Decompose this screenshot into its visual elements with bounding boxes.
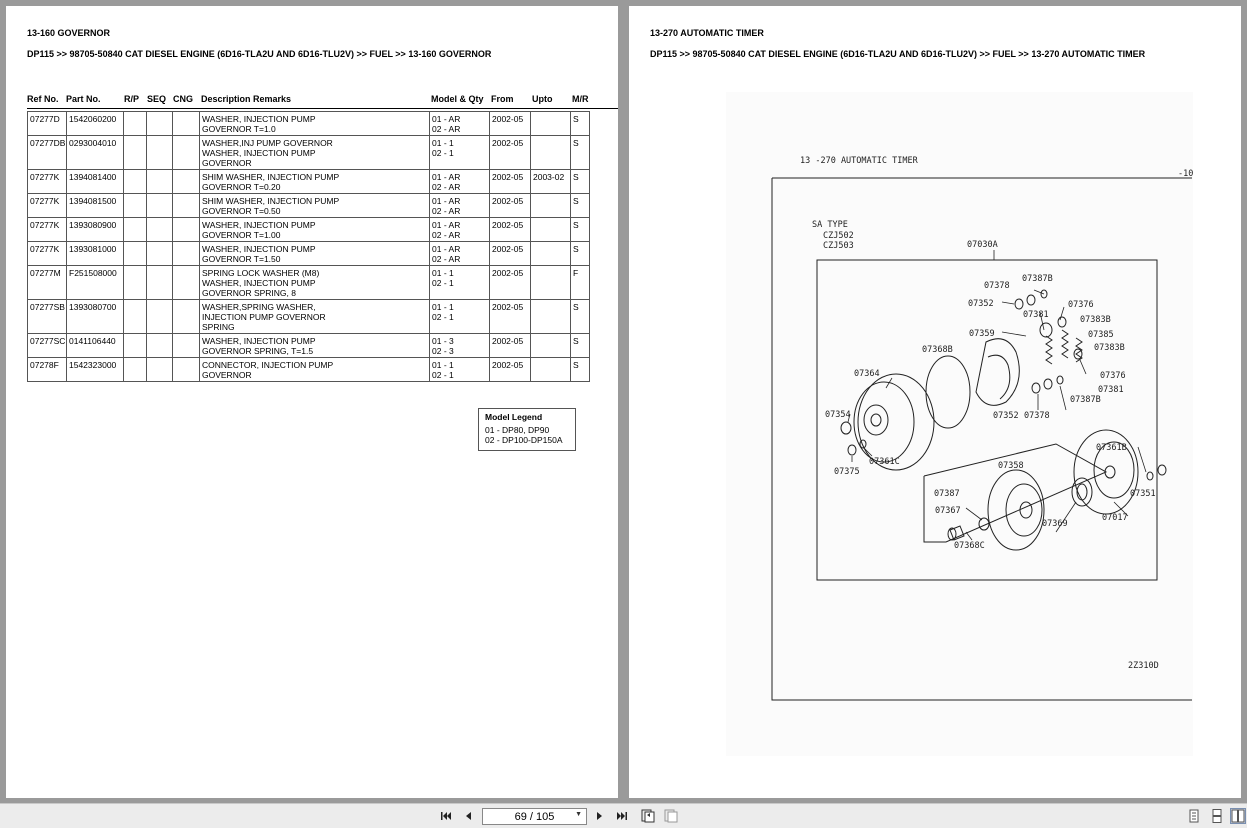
description-cell: WASHER,SPRING WASHER, INJECTION PUMP GOVERNOR SPRING [200, 300, 430, 334]
model-qty-cell: 01 - AR 02 - AR [430, 218, 490, 242]
leader-line [966, 532, 972, 540]
part-no-cell: 1394081500 [67, 194, 124, 218]
washer [1058, 317, 1066, 327]
upto-cell [531, 266, 571, 300]
leader-lines [848, 250, 1146, 540]
leader-line [1138, 447, 1146, 472]
cng-cell [173, 358, 200, 382]
ref-no-cell: 07277M [28, 266, 67, 300]
legend-item: 02 - DP100-DP150A [485, 435, 563, 445]
from-cell: 2002-05 [490, 170, 531, 194]
table-row [28, 170, 590, 194]
callout-label: 07369 [1042, 519, 1068, 529]
bolt-07354 [841, 422, 851, 434]
callout-label: 07381 [1023, 310, 1049, 320]
col-upto: Upto [532, 94, 553, 104]
rp-cell [124, 300, 147, 334]
last-page-icon[interactable] [614, 808, 630, 824]
part-no-cell: 1393081000 [67, 242, 124, 266]
part-no-cell: 1542323000 [67, 358, 124, 382]
col-description: Description Remarks [201, 94, 292, 104]
from-cell: 2002-05 [490, 242, 531, 266]
description-cell: WASHER, INJECTION PUMP GOVERNOR T=1.0 [200, 112, 430, 136]
type-code: CZJ503 [823, 241, 854, 251]
description-cell: WASHER,INJ PUMP GOVERNOR WASHER, INJECTION PUMP GOVERNOR [200, 136, 430, 170]
callout-label: 07376 [1068, 300, 1094, 310]
page-title: 13-160 GOVERNOR [27, 28, 111, 38]
flange-07358-hub [1020, 502, 1032, 518]
part-no-cell: 0293004010 [67, 136, 124, 170]
col-ref-no: Ref No. [27, 94, 59, 104]
seq-cell [147, 334, 173, 358]
model-qty-cell: 01 - AR 02 - AR [430, 194, 490, 218]
callout-label: 07387 [934, 489, 960, 499]
model-qty-cell: 01 - 1 02 - 1 [430, 136, 490, 170]
flange-07358-inner [1006, 484, 1042, 536]
callout-label: 07354 [825, 410, 851, 420]
upto-cell: 2003-02 [531, 170, 571, 194]
from-cell: 2002-05 [490, 300, 531, 334]
leader-line [1080, 360, 1086, 374]
mr-cell: S [571, 358, 590, 382]
rp-cell [124, 170, 147, 194]
part-no-cell: 1542060200 [67, 112, 124, 136]
seq-cell [147, 242, 173, 266]
upto-cell [531, 358, 571, 382]
seq-cell [147, 266, 173, 300]
outer-frame [772, 178, 1192, 700]
mr-cell: S [571, 112, 590, 136]
timer-housing [858, 374, 934, 470]
callout-label: 07383B [1080, 315, 1111, 325]
cng-cell [173, 266, 200, 300]
plate-07368B [926, 356, 970, 428]
mr-cell: S [571, 218, 590, 242]
page-number-input[interactable] [482, 808, 587, 825]
table-row [28, 242, 590, 266]
description-cell: SPRING LOCK WASHER (M8) WASHER, INJECTION PUMP GOVERNOR SPRING, 8 [200, 266, 430, 300]
upto-cell [531, 334, 571, 358]
table-row [28, 218, 590, 242]
washer [1057, 376, 1063, 384]
legend-item: 01 - DP80, DP90 [485, 425, 550, 435]
table-row [28, 266, 590, 300]
model-qty-cell: 01 - 1 02 - 1 [430, 358, 490, 382]
callout-label: 07358 [998, 461, 1024, 471]
cng-cell [173, 136, 200, 170]
callout-label: 07361C [869, 457, 900, 467]
leader-line [1060, 307, 1064, 320]
from-cell: 2002-05 [490, 112, 531, 136]
cng-cell [173, 170, 200, 194]
upto-cell [531, 112, 571, 136]
col-rp: R/P [124, 94, 140, 104]
chevron-down-icon[interactable]: ▼ [575, 811, 582, 818]
ref-no-cell: 07277DB [28, 136, 67, 170]
rp-cell [124, 242, 147, 266]
cng-cell [173, 194, 200, 218]
pin-07361B [1147, 472, 1153, 480]
model-qty-cell: 01 - 1 02 - 1 [430, 266, 490, 300]
diagram-heading: 13 -270 AUTOMATIC TIMER [800, 156, 918, 166]
upto-cell [531, 136, 571, 170]
legend-title: Model Legend [485, 412, 543, 422]
ref-no-cell: 07277SC [28, 334, 67, 358]
callout-label: 07368C [954, 541, 985, 551]
rp-cell [124, 358, 147, 382]
description-cell: SHIM WASHER, INJECTION PUMP GOVERNOR T=0.20 [200, 170, 430, 194]
table-row [28, 112, 590, 136]
callout-label: 07367 [935, 506, 961, 516]
forward-view-icon[interactable] [663, 808, 679, 824]
callout-label: 07383B [1094, 343, 1125, 353]
part-no-cell: 1394081400 [67, 170, 124, 194]
ref-no-cell: 07277K [28, 194, 67, 218]
washer [1015, 299, 1023, 309]
exploded-parts-diagram [726, 92, 1193, 756]
washer [1027, 295, 1035, 305]
callout-label: 07351 [1130, 489, 1156, 499]
description-cell: WASHER, INJECTION PUMP GOVERNOR T=1.50 [200, 242, 430, 266]
breadcrumb: DP115 >> 98705-50840 CAT DIESEL ENGINE (6D16-TLA2U AND 6D16-TLU2V) >> FUEL >> 13-270 AUTOMATIC TIMER [650, 49, 1146, 59]
from-cell: 2002-05 [490, 266, 531, 300]
cng-cell [173, 334, 200, 358]
diagram-frames [772, 178, 1192, 700]
flyweight-inner [988, 355, 1010, 399]
page-title: 13-270 AUTOMATIC TIMER [650, 28, 764, 38]
seq-cell [147, 358, 173, 382]
ref-no-cell: 07278F [28, 358, 67, 382]
from-cell: 2002-05 [490, 136, 531, 170]
leader-line [1060, 386, 1066, 410]
timer-housing-inner [854, 382, 914, 462]
seq-cell [147, 136, 173, 170]
cng-cell [173, 218, 200, 242]
from-cell: 2002-05 [490, 218, 531, 242]
cng-cell [173, 112, 200, 136]
model-qty-cell: 01 - AR 02 - AR [430, 242, 490, 266]
rp-cell [124, 112, 147, 136]
assembly-label: 07030A [967, 240, 998, 250]
description-cell: SHIM WASHER, INJECTION PUMP GOVERNOR T=0.50 [200, 194, 430, 218]
col-mr: M/R [572, 94, 589, 104]
upto-cell [531, 218, 571, 242]
col-from: From [491, 94, 514, 104]
ref-no-cell: 07277K [28, 170, 67, 194]
callout-label: 07017 [1102, 513, 1128, 523]
ref-no-cell: 07277D [28, 112, 67, 136]
part-no-cell: 1393080700 [67, 300, 124, 334]
callout-label: 07364 [854, 369, 880, 379]
from-cell: 2002-05 [490, 194, 531, 218]
seq-cell [147, 194, 173, 218]
drawing-code: 2Z310D [1128, 661, 1159, 671]
hub-bore [871, 414, 881, 426]
model-qty-cell: 01 - 1 02 - 1 [430, 300, 490, 334]
rp-cell [124, 194, 147, 218]
cng-cell [173, 300, 200, 334]
part-no-cell: F251508000 [67, 266, 124, 300]
table-row [28, 334, 590, 358]
diagram-page-ref: -10 [1178, 169, 1193, 179]
callout-label: 07352 [993, 411, 1019, 421]
callout-label: 07376 [1100, 371, 1126, 381]
ref-no-cell: 07277K [28, 218, 67, 242]
callout-label: 07378 [984, 281, 1010, 291]
type-label: SA TYPE [812, 220, 848, 230]
spring [1046, 336, 1052, 364]
mr-cell: S [571, 242, 590, 266]
from-cell: 2002-05 [490, 334, 531, 358]
seq-cell [147, 170, 173, 194]
ref-no-cell: 07277SB [28, 300, 67, 334]
spring [1062, 330, 1068, 358]
leader-line [1002, 332, 1026, 336]
description-cell: WASHER, INJECTION PUMP GOVERNOR T=1.00 [200, 218, 430, 242]
mr-cell: F [571, 266, 590, 300]
type-code: CZJ502 [823, 231, 854, 241]
flyweight [976, 339, 1019, 406]
table-row [28, 300, 590, 334]
next-page-icon[interactable] [592, 808, 608, 824]
mr-cell: S [571, 300, 590, 334]
rp-cell [124, 266, 147, 300]
callout-label: 07378 [1024, 411, 1050, 421]
back-view-icon[interactable] [640, 808, 656, 824]
mr-cell: S [571, 194, 590, 218]
mr-cell: S [571, 170, 590, 194]
callout-label: 07368B [922, 345, 953, 355]
callout-label: 07387B [1022, 274, 1053, 284]
cng-cell [173, 242, 200, 266]
model-qty-cell: 01 - AR 02 - AR [430, 170, 490, 194]
seq-cell [147, 218, 173, 242]
screw-07375 [848, 445, 856, 455]
page-indicator: 69 / 105 [514, 810, 555, 823]
rp-cell [124, 218, 147, 242]
breadcrumb: DP115 >> 98705-50840 CAT DIESEL ENGINE (6D16-TLA2U AND 6D16-TLU2V) >> FUEL >> 13-160 GOVERNOR [27, 49, 492, 59]
callout-label: 07375 [834, 467, 860, 477]
callout-labels [825, 274, 1156, 551]
col-seq: SEQ [147, 94, 167, 104]
callout-label: 07381 [1098, 385, 1124, 395]
seq-cell [147, 112, 173, 136]
callout-label: 07361B [1096, 443, 1127, 453]
from-cell: 2002-05 [490, 358, 531, 382]
washer [1032, 383, 1040, 393]
upto-cell [531, 194, 571, 218]
mr-cell: S [571, 334, 590, 358]
hub [864, 405, 888, 435]
two-page-view-icon[interactable] [1230, 808, 1246, 824]
col-cng: CNG [173, 94, 193, 104]
part-no-cell: 0141106440 [67, 334, 124, 358]
parts-table [27, 111, 590, 382]
col-part-no: Part No. [66, 94, 101, 104]
bolt-07351 [1158, 465, 1166, 475]
table-row [28, 136, 590, 170]
single-page-view-icon[interactable] [1186, 808, 1202, 824]
callout-label: 07359 [969, 329, 995, 339]
callout-label: 07385 [1088, 330, 1114, 340]
model-legend [478, 408, 576, 451]
header-divider [27, 108, 618, 109]
washer [1044, 379, 1052, 389]
upto-cell [531, 300, 571, 334]
callout-label: 07387B [1070, 395, 1101, 405]
description-cell: CONNECTOR, INJECTION PUMP GOVERNOR [200, 358, 430, 382]
rp-cell [124, 136, 147, 170]
table-row [28, 358, 590, 382]
previous-page-icon[interactable] [460, 808, 476, 824]
seal-07369-inner [1077, 484, 1087, 500]
leader-line [966, 508, 982, 520]
left-page [6, 6, 618, 798]
callout-label: 07352 [968, 299, 994, 309]
leader-line [1002, 302, 1014, 304]
description-cell: WASHER, INJECTION PUMP GOVERNOR SPRING, T=1.5 [200, 334, 430, 358]
continuous-view-icon[interactable] [1209, 808, 1225, 824]
viewer-toolbar [0, 803, 1247, 828]
right-page [629, 6, 1241, 798]
rp-cell [124, 334, 147, 358]
bushing [1040, 323, 1052, 337]
ref-no-cell: 07277K [28, 242, 67, 266]
upto-cell [531, 242, 571, 266]
col-model-qty: Model & Qty [431, 94, 484, 104]
mr-cell: S [571, 136, 590, 170]
seq-cell [147, 300, 173, 334]
model-qty-cell: 01 - 3 02 - 3 [430, 334, 490, 358]
flange-07358 [988, 470, 1044, 550]
table-row [28, 194, 590, 218]
part-no-cell: 1393080900 [67, 218, 124, 242]
first-page-icon[interactable] [438, 808, 454, 824]
model-qty-cell: 01 - AR 02 - AR [430, 112, 490, 136]
